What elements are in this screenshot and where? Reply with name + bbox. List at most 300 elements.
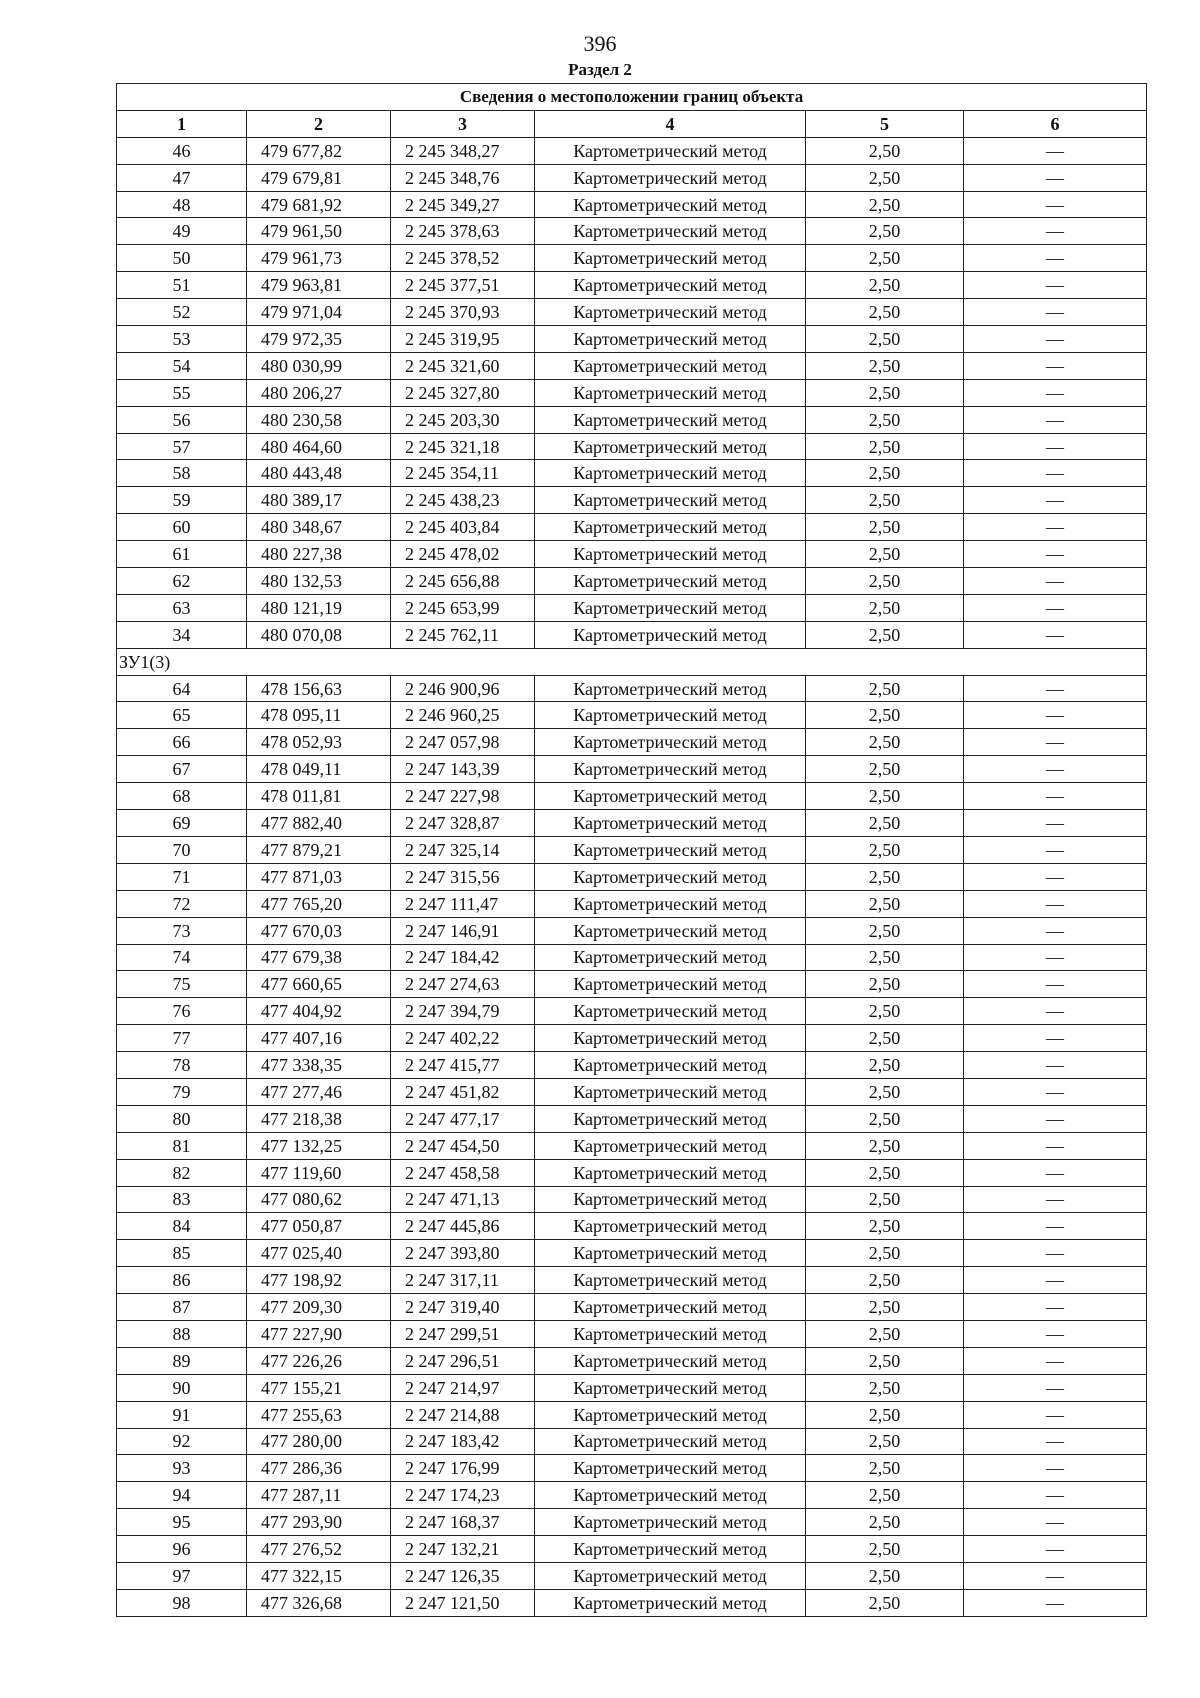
method-cell: Картометрический метод: [535, 944, 806, 971]
method-cell: Картометрический метод: [535, 1025, 806, 1052]
method-cell: Картометрический метод: [535, 621, 806, 648]
method-cell: Картометрический метод: [535, 1509, 806, 1536]
note-cell: —: [964, 810, 1147, 837]
note-cell: —: [964, 702, 1147, 729]
coordinate-x-cell: 478 011,81: [247, 783, 391, 810]
method-cell: Картометрический метод: [535, 1267, 806, 1294]
note-cell: —: [964, 675, 1147, 702]
accuracy-cell: 2,50: [806, 1213, 964, 1240]
method-cell: Картометрический метод: [535, 1455, 806, 1482]
method-cell: Картометрический метод: [535, 1132, 806, 1159]
method-cell: Картометрический метод: [535, 460, 806, 487]
table-row: [117, 1509, 1147, 1536]
note-cell: —: [964, 1509, 1147, 1536]
coordinate-y-cell: 2 245 354,11: [391, 460, 535, 487]
coordinate-y-cell: 2 247 146,91: [391, 917, 535, 944]
accuracy-cell: 2,50: [806, 1347, 964, 1374]
coordinate-x-cell: 478 095,11: [247, 702, 391, 729]
point-number-cell: 95: [117, 1509, 247, 1536]
coordinate-y-cell: 2 247 183,42: [391, 1428, 535, 1455]
method-cell: Картометрический метод: [535, 218, 806, 245]
point-number-cell: 71: [117, 863, 247, 890]
note-cell: —: [964, 863, 1147, 890]
method-cell: Картометрический метод: [535, 1105, 806, 1132]
coordinate-x-cell: 480 132,53: [247, 568, 391, 595]
table-row: [117, 218, 1147, 245]
coordinate-x-cell: 480 206,27: [247, 379, 391, 406]
coordinate-x-cell: 477 025,40: [247, 1240, 391, 1267]
point-number-cell: 60: [117, 514, 247, 541]
note-cell: —: [964, 621, 1147, 648]
point-number-cell: 93: [117, 1455, 247, 1482]
accuracy-cell: 2,50: [806, 917, 964, 944]
note-cell: —: [964, 541, 1147, 568]
table-row: [117, 836, 1147, 863]
coordinate-x-cell: 477 276,52: [247, 1536, 391, 1563]
accuracy-cell: 2,50: [806, 191, 964, 218]
note-cell: —: [964, 1455, 1147, 1482]
accuracy-cell: 2,50: [806, 998, 964, 1025]
note-cell: —: [964, 137, 1147, 164]
method-cell: Картометрический метод: [535, 1294, 806, 1321]
table-row: [117, 1132, 1147, 1159]
column-header-1: 1: [117, 110, 247, 137]
coordinate-x-cell: 477 209,30: [247, 1294, 391, 1321]
column-header-5: 5: [806, 110, 964, 137]
note-cell: —: [964, 783, 1147, 810]
coordinate-x-cell: 480 443,48: [247, 460, 391, 487]
note-cell: —: [964, 379, 1147, 406]
table-row: [117, 1536, 1147, 1563]
point-number-cell: 81: [117, 1132, 247, 1159]
point-number-cell: 69: [117, 810, 247, 837]
accuracy-cell: 2,50: [806, 1025, 964, 1052]
coordinate-y-cell: 2 247 057,98: [391, 729, 535, 756]
point-number-cell: 61: [117, 541, 247, 568]
table-row: [117, 299, 1147, 326]
note-cell: —: [964, 1294, 1147, 1321]
method-cell: Картометрический метод: [535, 1078, 806, 1105]
table-row: [117, 460, 1147, 487]
note-cell: —: [964, 1159, 1147, 1186]
note-cell: —: [964, 326, 1147, 353]
table-row: [117, 1294, 1147, 1321]
table-row: [117, 1428, 1147, 1455]
coordinate-y-cell: 2 247 214,88: [391, 1401, 535, 1428]
point-number-cell: 84: [117, 1213, 247, 1240]
method-cell: Картометрический метод: [535, 272, 806, 299]
table-row: [117, 137, 1147, 164]
note-cell: —: [964, 729, 1147, 756]
method-cell: Картометрический метод: [535, 594, 806, 621]
method-cell: Картометрический метод: [535, 1482, 806, 1509]
accuracy-cell: 2,50: [806, 783, 964, 810]
method-cell: Картометрический метод: [535, 137, 806, 164]
note-cell: —: [964, 433, 1147, 460]
coordinate-x-cell: 477 132,25: [247, 1132, 391, 1159]
point-number-cell: 48: [117, 191, 247, 218]
accuracy-cell: 2,50: [806, 433, 964, 460]
table-row: [117, 568, 1147, 595]
table-row: [117, 675, 1147, 702]
table-row: [117, 1320, 1147, 1347]
accuracy-cell: 2,50: [806, 514, 964, 541]
coordinate-x-cell: 477 255,63: [247, 1401, 391, 1428]
accuracy-cell: 2,50: [806, 1482, 964, 1509]
accuracy-cell: 2,50: [806, 568, 964, 595]
method-cell: Картометрический метод: [535, 890, 806, 917]
accuracy-cell: 2,50: [806, 1509, 964, 1536]
method-cell: Картометрический метод: [535, 917, 806, 944]
coordinate-y-cell: 2 247 471,13: [391, 1186, 535, 1213]
coordinate-x-cell: 477 080,62: [247, 1186, 391, 1213]
coordinate-x-cell: 478 052,93: [247, 729, 391, 756]
accuracy-cell: 2,50: [806, 1320, 964, 1347]
table-row: [117, 783, 1147, 810]
point-number-cell: 52: [117, 299, 247, 326]
coordinate-y-cell: 2 245 319,95: [391, 326, 535, 353]
accuracy-cell: 2,50: [806, 406, 964, 433]
coordinate-y-cell: 2 245 438,23: [391, 487, 535, 514]
note-cell: —: [964, 1482, 1147, 1509]
coordinate-y-cell: 2 247 184,42: [391, 944, 535, 971]
table-caption: Сведения о местоположении границ объекта: [117, 84, 1147, 111]
coordinate-y-cell: 2 245 349,27: [391, 191, 535, 218]
method-cell: Картометрический метод: [535, 1589, 806, 1616]
note-cell: —: [964, 1025, 1147, 1052]
table-row: [117, 245, 1147, 272]
coordinate-x-cell: 477 119,60: [247, 1159, 391, 1186]
note-cell: —: [964, 1320, 1147, 1347]
coordinate-y-cell: 2 247 458,58: [391, 1159, 535, 1186]
note-cell: —: [964, 1267, 1147, 1294]
table-row: [117, 594, 1147, 621]
point-number-cell: 54: [117, 352, 247, 379]
column-header-2: 2: [247, 110, 391, 137]
accuracy-cell: 2,50: [806, 137, 964, 164]
accuracy-cell: 2,50: [806, 299, 964, 326]
point-number-cell: 56: [117, 406, 247, 433]
note-cell: —: [964, 164, 1147, 191]
accuracy-cell: 2,50: [806, 621, 964, 648]
coordinate-x-cell: 480 030,99: [247, 352, 391, 379]
coordinate-y-cell: 2 247 121,50: [391, 1589, 535, 1616]
page-number: 396: [583, 31, 617, 56]
coordinate-x-cell: 477 198,92: [247, 1267, 391, 1294]
coordinate-y-cell: 2 247 296,51: [391, 1347, 535, 1374]
coordinate-x-cell: 480 121,19: [247, 594, 391, 621]
table-subtitle-row: [117, 648, 1147, 675]
method-cell: Картометрический метод: [535, 487, 806, 514]
coordinate-x-cell: 480 070,08: [247, 621, 391, 648]
accuracy-cell: 2,50: [806, 460, 964, 487]
note-cell: —: [964, 1374, 1147, 1401]
accuracy-cell: 2,50: [806, 702, 964, 729]
method-cell: Картометрический метод: [535, 433, 806, 460]
table-row: [117, 487, 1147, 514]
point-number-cell: 89: [117, 1347, 247, 1374]
note-cell: —: [964, 917, 1147, 944]
table-row: [117, 514, 1147, 541]
point-number-cell: 77: [117, 1025, 247, 1052]
coordinate-y-cell: 2 247 176,99: [391, 1455, 535, 1482]
accuracy-cell: 2,50: [806, 1428, 964, 1455]
table-row: [117, 164, 1147, 191]
accuracy-cell: 2,50: [806, 836, 964, 863]
point-number-cell: 46: [117, 137, 247, 164]
point-number-cell: 87: [117, 1294, 247, 1321]
coordinate-x-cell: 479 677,82: [247, 137, 391, 164]
note-cell: —: [964, 1589, 1147, 1616]
note-cell: —: [964, 1562, 1147, 1589]
accuracy-cell: 2,50: [806, 1159, 964, 1186]
coordinate-y-cell: 2 247 132,21: [391, 1536, 535, 1563]
point-number-cell: 65: [117, 702, 247, 729]
coordinate-x-cell: 480 464,60: [247, 433, 391, 460]
point-number-cell: 34: [117, 621, 247, 648]
coordinate-y-cell: 2 245 327,80: [391, 379, 535, 406]
accuracy-cell: 2,50: [806, 1455, 964, 1482]
table-row: [117, 541, 1147, 568]
method-cell: Картометрический метод: [535, 406, 806, 433]
table-row: [117, 1052, 1147, 1079]
coordinate-y-cell: 2 245 377,51: [391, 272, 535, 299]
coordinates-table: [116, 83, 1147, 1617]
point-number-cell: 82: [117, 1159, 247, 1186]
note-cell: —: [964, 487, 1147, 514]
coordinate-y-cell: 2 246 900,96: [391, 675, 535, 702]
table-row: [117, 191, 1147, 218]
method-cell: Картометрический метод: [535, 1159, 806, 1186]
point-number-cell: 97: [117, 1562, 247, 1589]
method-cell: Картометрический метод: [535, 1536, 806, 1563]
column-header-4: 4: [535, 110, 806, 137]
table-row: [117, 1482, 1147, 1509]
coordinate-x-cell: 477 050,87: [247, 1213, 391, 1240]
coordinate-x-cell: 477 660,65: [247, 971, 391, 998]
table-header-row: [117, 110, 1147, 137]
table-row: [117, 1455, 1147, 1482]
coordinate-y-cell: 2 245 478,02: [391, 541, 535, 568]
coordinate-y-cell: 2 247 319,40: [391, 1294, 535, 1321]
note-cell: —: [964, 568, 1147, 595]
table-row: [117, 379, 1147, 406]
method-cell: Картометрический метод: [535, 863, 806, 890]
accuracy-cell: 2,50: [806, 245, 964, 272]
coordinate-y-cell: 2 245 656,88: [391, 568, 535, 595]
coordinate-x-cell: 477 871,03: [247, 863, 391, 890]
table-row: [117, 702, 1147, 729]
point-number-cell: 78: [117, 1052, 247, 1079]
accuracy-cell: 2,50: [806, 1536, 964, 1563]
point-number-cell: 96: [117, 1536, 247, 1563]
method-cell: Картометрический метод: [535, 1320, 806, 1347]
table-row: [117, 1401, 1147, 1428]
note-cell: —: [964, 299, 1147, 326]
accuracy-cell: 2,50: [806, 756, 964, 783]
accuracy-cell: 2,50: [806, 971, 964, 998]
point-number-cell: 88: [117, 1320, 247, 1347]
coordinate-y-cell: 2 247 402,22: [391, 1025, 535, 1052]
point-number-cell: 64: [117, 675, 247, 702]
coordinate-y-cell: 2 245 348,76: [391, 164, 535, 191]
note-cell: —: [964, 944, 1147, 971]
coordinate-x-cell: 477 155,21: [247, 1374, 391, 1401]
accuracy-cell: 2,50: [806, 1294, 964, 1321]
method-cell: Картометрический метод: [535, 1401, 806, 1428]
method-cell: Картометрический метод: [535, 245, 806, 272]
note-cell: —: [964, 245, 1147, 272]
coordinate-x-cell: 479 681,92: [247, 191, 391, 218]
coordinate-x-cell: 477 218,38: [247, 1105, 391, 1132]
point-number-cell: 83: [117, 1186, 247, 1213]
table-row: [117, 272, 1147, 299]
method-cell: Картометрический метод: [535, 675, 806, 702]
note-cell: —: [964, 352, 1147, 379]
table-row: [117, 1562, 1147, 1589]
accuracy-cell: 2,50: [806, 1078, 964, 1105]
point-number-cell: 51: [117, 272, 247, 299]
coordinate-x-cell: 477 765,20: [247, 890, 391, 917]
table-row: [117, 1589, 1147, 1616]
coordinate-y-cell: 2 247 328,87: [391, 810, 535, 837]
coordinate-y-cell: 2 245 378,63: [391, 218, 535, 245]
point-number-cell: 68: [117, 783, 247, 810]
point-number-cell: 72: [117, 890, 247, 917]
method-cell: Картометрический метод: [535, 352, 806, 379]
point-number-cell: 85: [117, 1240, 247, 1267]
coordinate-y-cell: 2 245 203,30: [391, 406, 535, 433]
coordinate-y-cell: 2 247 299,51: [391, 1320, 535, 1347]
table-row: [117, 1213, 1147, 1240]
point-number-cell: 70: [117, 836, 247, 863]
table-row: [117, 810, 1147, 837]
coordinate-x-cell: 479 972,35: [247, 326, 391, 353]
coordinate-x-cell: 479 963,81: [247, 272, 391, 299]
coordinate-x-cell: 480 227,38: [247, 541, 391, 568]
coordinate-y-cell: 2 247 451,82: [391, 1078, 535, 1105]
coordinate-x-cell: 478 156,63: [247, 675, 391, 702]
coordinate-x-cell: 479 961,73: [247, 245, 391, 272]
coordinate-x-cell: 479 961,50: [247, 218, 391, 245]
point-number-cell: 58: [117, 460, 247, 487]
coordinate-x-cell: 477 326,68: [247, 1589, 391, 1616]
coordinate-x-cell: 477 338,35: [247, 1052, 391, 1079]
note-cell: —: [964, 1401, 1147, 1428]
coordinate-x-cell: 477 286,36: [247, 1455, 391, 1482]
note-cell: —: [964, 406, 1147, 433]
point-number-cell: 92: [117, 1428, 247, 1455]
coordinate-y-cell: 2 245 403,84: [391, 514, 535, 541]
point-number-cell: 67: [117, 756, 247, 783]
table-row: [117, 890, 1147, 917]
coordinate-x-cell: 477 407,16: [247, 1025, 391, 1052]
coordinate-x-cell: 479 971,04: [247, 299, 391, 326]
method-cell: Картометрический метод: [535, 836, 806, 863]
method-cell: Картометрический метод: [535, 191, 806, 218]
coordinate-y-cell: 2 245 321,60: [391, 352, 535, 379]
coordinate-y-cell: 2 247 274,63: [391, 971, 535, 998]
table-row: [117, 1159, 1147, 1186]
note-cell: —: [964, 1186, 1147, 1213]
method-cell: Картометрический метод: [535, 1374, 806, 1401]
coordinate-y-cell: 2 247 454,50: [391, 1132, 535, 1159]
note-cell: —: [964, 218, 1147, 245]
note-cell: —: [964, 1213, 1147, 1240]
method-cell: Картометрический метод: [535, 998, 806, 1025]
note-cell: —: [964, 594, 1147, 621]
accuracy-cell: 2,50: [806, 1401, 964, 1428]
table-row: [117, 729, 1147, 756]
coordinate-y-cell: 2 247 394,79: [391, 998, 535, 1025]
note-cell: —: [964, 514, 1147, 541]
method-cell: Картометрический метод: [535, 810, 806, 837]
coordinate-x-cell: 477 670,03: [247, 917, 391, 944]
coordinate-y-cell: 2 245 762,11: [391, 621, 535, 648]
coordinate-x-cell: 479 679,81: [247, 164, 391, 191]
note-cell: —: [964, 1105, 1147, 1132]
point-number-cell: 73: [117, 917, 247, 944]
coordinate-y-cell: 2 247 315,56: [391, 863, 535, 890]
method-cell: Картометрический метод: [535, 783, 806, 810]
method-cell: Картометрический метод: [535, 1052, 806, 1079]
coordinate-y-cell: 2 247 393,80: [391, 1240, 535, 1267]
point-number-cell: 55: [117, 379, 247, 406]
coordinate-y-cell: 2 245 321,18: [391, 433, 535, 460]
coordinate-y-cell: 2 247 317,11: [391, 1267, 535, 1294]
coordinate-y-cell: 2 247 477,17: [391, 1105, 535, 1132]
table-row: [117, 1240, 1147, 1267]
table-row: [117, 352, 1147, 379]
note-cell: —: [964, 1536, 1147, 1563]
method-cell: Картометрический метод: [535, 1213, 806, 1240]
point-number-cell: 62: [117, 568, 247, 595]
note-cell: —: [964, 1240, 1147, 1267]
coordinate-x-cell: 477 280,00: [247, 1428, 391, 1455]
accuracy-cell: 2,50: [806, 810, 964, 837]
point-number-cell: 63: [117, 594, 247, 621]
table-body: [117, 137, 1147, 1616]
coordinate-x-cell: 477 293,90: [247, 1509, 391, 1536]
accuracy-cell: 2,50: [806, 326, 964, 353]
accuracy-cell: 2,50: [806, 1589, 964, 1616]
coordinate-x-cell: 477 277,46: [247, 1078, 391, 1105]
coordinate-y-cell: 2 247 227,98: [391, 783, 535, 810]
coordinate-x-cell: 477 226,26: [247, 1347, 391, 1374]
table-row: [117, 863, 1147, 890]
coordinate-y-cell: 2 247 143,39: [391, 756, 535, 783]
accuracy-cell: 2,50: [806, 1267, 964, 1294]
point-number-cell: 90: [117, 1374, 247, 1401]
section-title: Раздел 2: [568, 60, 632, 79]
accuracy-cell: 2,50: [806, 944, 964, 971]
note-cell: —: [964, 1132, 1147, 1159]
table-row: [117, 1078, 1147, 1105]
coordinate-x-cell: 477 322,15: [247, 1562, 391, 1589]
table-row: [117, 998, 1147, 1025]
table-row: [117, 944, 1147, 971]
coordinate-y-cell: 2 246 960,25: [391, 702, 535, 729]
point-number-cell: 79: [117, 1078, 247, 1105]
accuracy-cell: 2,50: [806, 1240, 964, 1267]
accuracy-cell: 2,50: [806, 1374, 964, 1401]
coordinate-y-cell: 2 245 370,93: [391, 299, 535, 326]
accuracy-cell: 2,50: [806, 541, 964, 568]
accuracy-cell: 2,50: [806, 1186, 964, 1213]
accuracy-cell: 2,50: [806, 594, 964, 621]
method-cell: Картометрический метод: [535, 1240, 806, 1267]
column-header-6: 6: [964, 110, 1147, 137]
